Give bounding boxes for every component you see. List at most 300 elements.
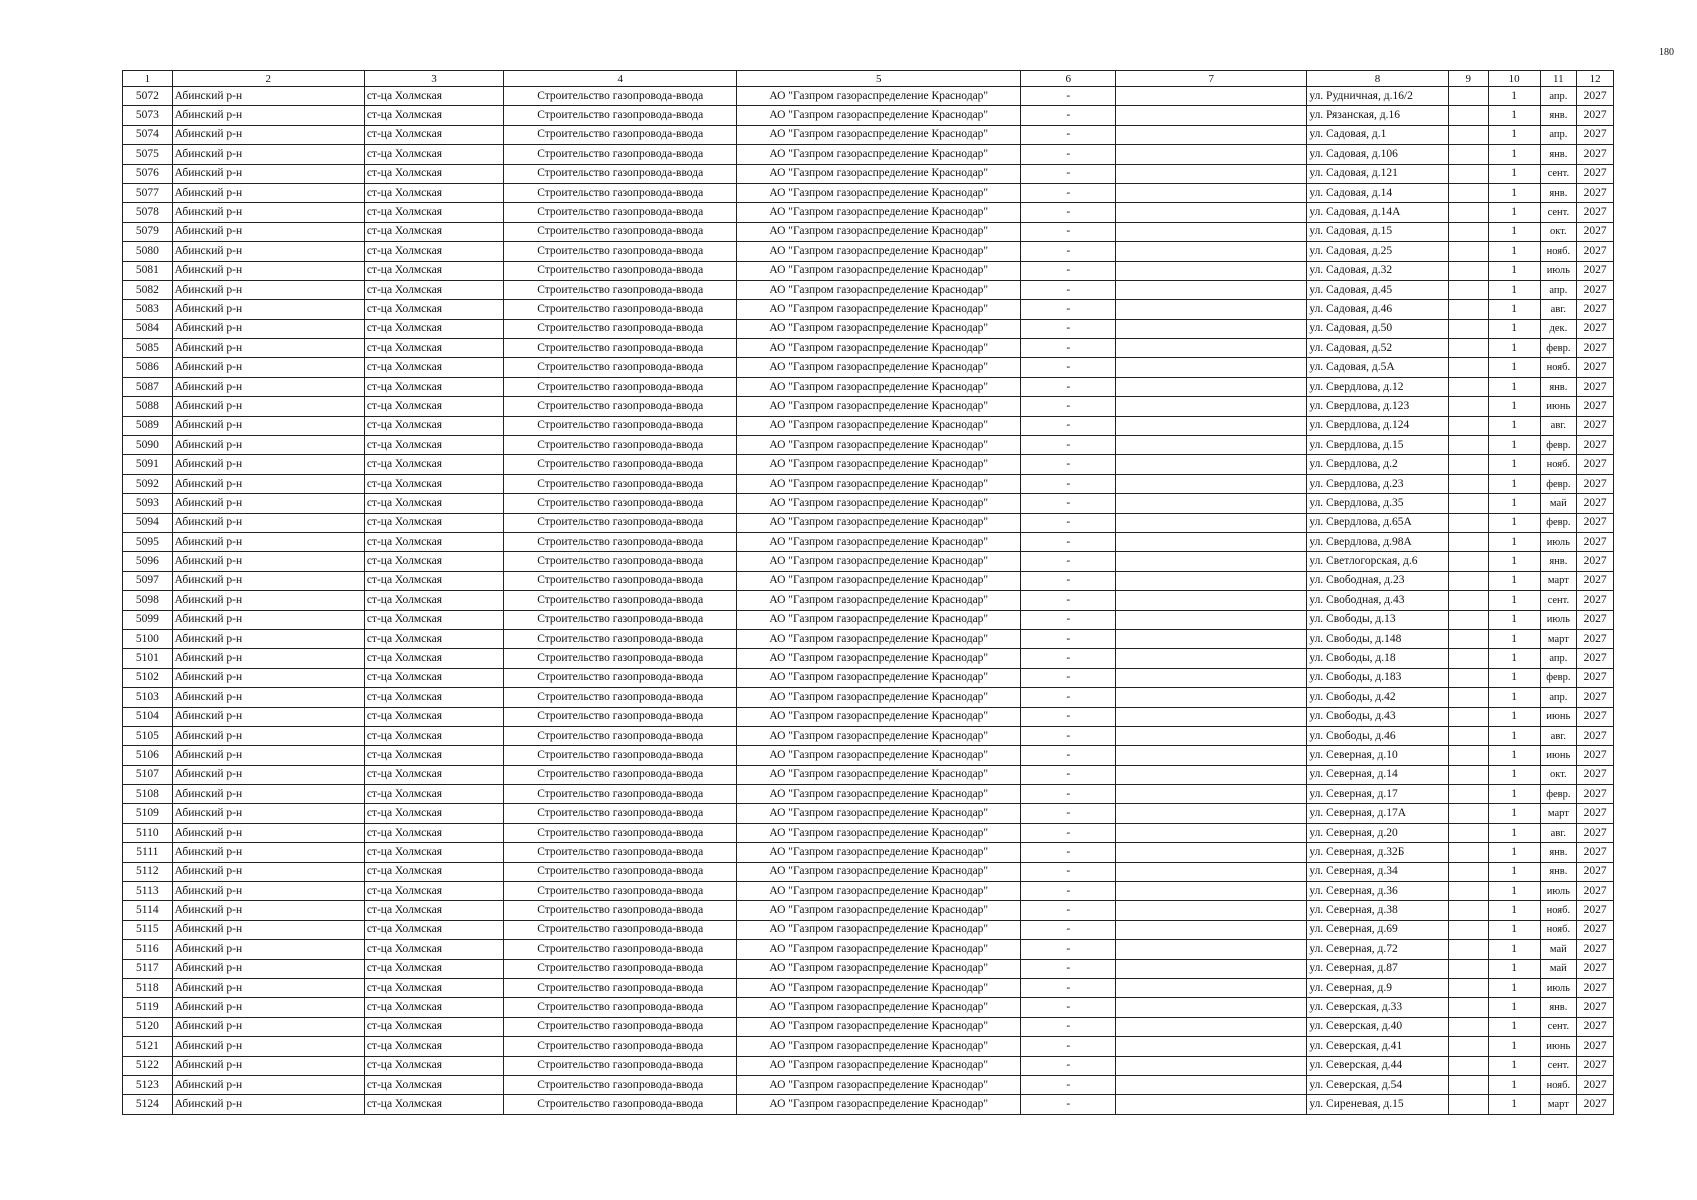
- column-9-cell: [1448, 552, 1488, 571]
- column-7-cell: [1116, 765, 1307, 784]
- row-number-cell: 5091: [123, 455, 173, 474]
- settlement-cell: ст-ца Холмская: [364, 804, 503, 823]
- address-cell: ул. Северская, д.40: [1307, 1017, 1448, 1036]
- quantity-cell: 1: [1488, 765, 1540, 784]
- quantity-cell: 1: [1488, 125, 1540, 144]
- month-cell: янв.: [1540, 183, 1577, 202]
- column-6-cell: -: [1021, 668, 1116, 687]
- year-cell: 2027: [1577, 474, 1614, 493]
- work-type-cell: Строительство газопровода-ввода: [504, 688, 737, 707]
- column-7-cell: [1116, 183, 1307, 202]
- table-row: [123, 125, 1614, 144]
- quantity-cell: 1: [1488, 688, 1540, 707]
- organization-cell: АО "Газпром газораспределение Краснодар": [737, 629, 1021, 648]
- table-row: [123, 455, 1614, 474]
- settlement-cell: ст-ца Холмская: [364, 1095, 503, 1114]
- column-7-cell: [1116, 901, 1307, 920]
- quantity-cell: 1: [1488, 513, 1540, 532]
- column-9-cell: [1448, 1037, 1488, 1056]
- work-type-cell: Строительство газопровода-ввода: [504, 726, 737, 745]
- address-cell: ул. Свердлова, д.12: [1307, 377, 1448, 396]
- district-cell: Абинский р-н: [172, 571, 364, 590]
- table-row: [123, 87, 1614, 106]
- quantity-cell: 1: [1488, 1017, 1540, 1036]
- settlement-cell: ст-ца Холмская: [364, 1017, 503, 1036]
- quantity-cell: 1: [1488, 998, 1540, 1017]
- district-cell: Абинский р-н: [172, 610, 364, 629]
- quantity-cell: 1: [1488, 707, 1540, 726]
- row-number-cell: 5092: [123, 474, 173, 493]
- column-6-cell: -: [1021, 843, 1116, 862]
- column-6-cell: -: [1021, 300, 1116, 319]
- address-cell: ул. Садовая, д.5А: [1307, 358, 1448, 377]
- settlement-cell: ст-ца Холмская: [364, 280, 503, 299]
- row-number-cell: 5109: [123, 804, 173, 823]
- month-cell: июль: [1540, 532, 1577, 551]
- month-cell: март: [1540, 1095, 1577, 1114]
- table-row: [123, 203, 1614, 222]
- work-type-cell: Строительство газопровода-ввода: [504, 300, 737, 319]
- table-row: [123, 552, 1614, 571]
- row-number-cell: 5110: [123, 823, 173, 842]
- month-cell: авг.: [1540, 416, 1577, 435]
- column-9-cell: [1448, 261, 1488, 280]
- column-7-cell: [1116, 339, 1307, 358]
- month-cell: сент.: [1540, 1056, 1577, 1075]
- month-cell: май: [1540, 940, 1577, 959]
- work-type-cell: Строительство газопровода-ввода: [504, 436, 737, 455]
- settlement-cell: ст-ца Холмская: [364, 164, 503, 183]
- column-7-cell: [1116, 552, 1307, 571]
- month-cell: апр.: [1540, 649, 1577, 668]
- column-7-cell: [1116, 1075, 1307, 1094]
- column-9-cell: [1448, 823, 1488, 842]
- table-row: [123, 513, 1614, 532]
- organization-cell: АО "Газпром газораспределение Краснодар": [737, 183, 1021, 202]
- organization-cell: АО "Газпром газораспределение Краснодар": [737, 1056, 1021, 1075]
- address-cell: ул. Садовая, д.50: [1307, 319, 1448, 338]
- month-cell: янв.: [1540, 843, 1577, 862]
- district-cell: Абинский р-н: [172, 552, 364, 571]
- settlement-cell: ст-ца Холмская: [364, 785, 503, 804]
- year-cell: 2027: [1577, 416, 1614, 435]
- work-type-cell: Строительство газопровода-ввода: [504, 242, 737, 261]
- column-9-cell: [1448, 746, 1488, 765]
- table-body: [123, 71, 1614, 1115]
- register-table: [122, 70, 1614, 1115]
- district-cell: Абинский р-н: [172, 940, 364, 959]
- row-number-cell: 5097: [123, 571, 173, 590]
- work-type-cell: Строительство газопровода-ввода: [504, 571, 737, 590]
- district-cell: Абинский р-н: [172, 823, 364, 842]
- column-9-cell: [1448, 397, 1488, 416]
- settlement-cell: ст-ца Холмская: [364, 688, 503, 707]
- month-cell: нояб.: [1540, 1075, 1577, 1094]
- row-number-cell: 5111: [123, 843, 173, 862]
- table-row: [123, 765, 1614, 784]
- table-row: [123, 649, 1614, 668]
- address-cell: ул. Рязанская, д.16: [1307, 106, 1448, 125]
- month-cell: май: [1540, 959, 1577, 978]
- work-type-cell: Строительство газопровода-ввода: [504, 416, 737, 435]
- organization-cell: АО "Газпром газораспределение Краснодар": [737, 416, 1021, 435]
- organization-cell: АО "Газпром газораспределение Краснодар": [737, 436, 1021, 455]
- district-cell: Абинский р-н: [172, 145, 364, 164]
- work-type-cell: Строительство газопровода-ввода: [504, 164, 737, 183]
- district-cell: Абинский р-н: [172, 1075, 364, 1094]
- district-cell: Абинский р-н: [172, 319, 364, 338]
- column-6-cell: -: [1021, 610, 1116, 629]
- row-number-cell: 5088: [123, 397, 173, 416]
- settlement-cell: ст-ца Холмская: [364, 513, 503, 532]
- row-number-cell: 5113: [123, 882, 173, 901]
- year-cell: 2027: [1577, 571, 1614, 590]
- column-7-cell: [1116, 823, 1307, 842]
- column-6-cell: -: [1021, 882, 1116, 901]
- month-cell: февр.: [1540, 668, 1577, 687]
- address-cell: ул. Северная, д.17: [1307, 785, 1448, 804]
- column-7-cell: [1116, 959, 1307, 978]
- year-cell: 2027: [1577, 668, 1614, 687]
- work-type-cell: Строительство газопровода-ввода: [504, 1017, 737, 1036]
- organization-cell: АО "Газпром газораспределение Краснодар": [737, 746, 1021, 765]
- column-6-cell: -: [1021, 804, 1116, 823]
- column-6-cell: -: [1021, 746, 1116, 765]
- table-row: [123, 397, 1614, 416]
- column-9-cell: [1448, 377, 1488, 396]
- column-9-cell: [1448, 532, 1488, 551]
- column-6-cell: -: [1021, 1095, 1116, 1114]
- column-7-cell: [1116, 513, 1307, 532]
- column-header-9: 9: [1448, 71, 1488, 87]
- district-cell: Абинский р-н: [172, 1095, 364, 1114]
- year-cell: 2027: [1577, 765, 1614, 784]
- work-type-cell: Строительство газопровода-ввода: [504, 920, 737, 939]
- column-7-cell: [1116, 377, 1307, 396]
- address-cell: ул. Свободы, д.183: [1307, 668, 1448, 687]
- quantity-cell: 1: [1488, 319, 1540, 338]
- address-cell: ул. Свободы, д.148: [1307, 629, 1448, 648]
- address-cell: ул. Свободная, д.23: [1307, 571, 1448, 590]
- district-cell: Абинский р-н: [172, 397, 364, 416]
- address-cell: ул. Северная, д.38: [1307, 901, 1448, 920]
- address-cell: ул. Северная, д.87: [1307, 959, 1448, 978]
- table-row: [123, 746, 1614, 765]
- year-cell: 2027: [1577, 300, 1614, 319]
- organization-cell: АО "Газпром газораспределение Краснодар": [737, 222, 1021, 241]
- settlement-cell: ст-ца Холмская: [364, 998, 503, 1017]
- work-type-cell: Строительство газопровода-ввода: [504, 87, 737, 106]
- address-cell: ул. Свободы, д.42: [1307, 688, 1448, 707]
- settlement-cell: ст-ца Холмская: [364, 494, 503, 513]
- district-cell: Абинский р-н: [172, 125, 364, 144]
- quantity-cell: 1: [1488, 862, 1540, 881]
- year-cell: 2027: [1577, 649, 1614, 668]
- column-6-cell: -: [1021, 959, 1116, 978]
- month-cell: март: [1540, 804, 1577, 823]
- row-number-cell: 5105: [123, 726, 173, 745]
- column-7-cell: [1116, 474, 1307, 493]
- organization-cell: АО "Газпром газораспределение Краснодар": [737, 474, 1021, 493]
- row-number-cell: 5093: [123, 494, 173, 513]
- column-9-cell: [1448, 998, 1488, 1017]
- quantity-cell: 1: [1488, 726, 1540, 745]
- column-9-cell: [1448, 222, 1488, 241]
- quantity-cell: 1: [1488, 261, 1540, 280]
- month-cell: апр.: [1540, 87, 1577, 106]
- settlement-cell: ст-ца Холмская: [364, 1037, 503, 1056]
- column-9-cell: [1448, 474, 1488, 493]
- work-type-cell: Строительство газопровода-ввода: [504, 1095, 737, 1114]
- organization-cell: АО "Газпром газораспределение Краснодар": [737, 513, 1021, 532]
- quantity-cell: 1: [1488, 87, 1540, 106]
- column-7-cell: [1116, 591, 1307, 610]
- quantity-cell: 1: [1488, 901, 1540, 920]
- quantity-cell: 1: [1488, 629, 1540, 648]
- column-6-cell: -: [1021, 649, 1116, 668]
- column-header-7: 7: [1116, 71, 1307, 87]
- organization-cell: АО "Газпром газораспределение Краснодар": [737, 591, 1021, 610]
- row-number-cell: 5102: [123, 668, 173, 687]
- month-cell: нояб.: [1540, 920, 1577, 939]
- quantity-cell: 1: [1488, 300, 1540, 319]
- work-type-cell: Строительство газопровода-ввода: [504, 261, 737, 280]
- table-row: [123, 436, 1614, 455]
- column-7-cell: [1116, 242, 1307, 261]
- organization-cell: АО "Газпром газораспределение Краснодар": [737, 106, 1021, 125]
- column-6-cell: -: [1021, 222, 1116, 241]
- column-9-cell: [1448, 106, 1488, 125]
- district-cell: Абинский р-н: [172, 882, 364, 901]
- settlement-cell: ст-ца Холмская: [364, 532, 503, 551]
- column-6-cell: -: [1021, 319, 1116, 338]
- column-9-cell: [1448, 649, 1488, 668]
- organization-cell: АО "Газпром газораспределение Краснодар": [737, 765, 1021, 784]
- column-6-cell: -: [1021, 765, 1116, 784]
- settlement-cell: ст-ца Холмская: [364, 300, 503, 319]
- year-cell: 2027: [1577, 532, 1614, 551]
- column-6-cell: -: [1021, 436, 1116, 455]
- row-number-cell: 5087: [123, 377, 173, 396]
- row-number-cell: 5114: [123, 901, 173, 920]
- column-6-cell: -: [1021, 920, 1116, 939]
- table-row: [123, 1037, 1614, 1056]
- district-cell: Абинский р-н: [172, 649, 364, 668]
- month-cell: янв.: [1540, 862, 1577, 881]
- settlement-cell: ст-ца Холмская: [364, 319, 503, 338]
- column-9-cell: [1448, 688, 1488, 707]
- month-cell: нояб.: [1540, 901, 1577, 920]
- quantity-cell: 1: [1488, 203, 1540, 222]
- district-cell: Абинский р-н: [172, 765, 364, 784]
- column-6-cell: -: [1021, 261, 1116, 280]
- table-row: [123, 416, 1614, 435]
- organization-cell: АО "Газпром газораспределение Краснодар": [737, 862, 1021, 881]
- row-number-cell: 5120: [123, 1017, 173, 1036]
- row-number-cell: 5084: [123, 319, 173, 338]
- column-9-cell: [1448, 707, 1488, 726]
- district-cell: Абинский р-н: [172, 377, 364, 396]
- work-type-cell: Строительство газопровода-ввода: [504, 455, 737, 474]
- column-7-cell: [1116, 920, 1307, 939]
- district-cell: Абинский р-н: [172, 164, 364, 183]
- year-cell: 2027: [1577, 319, 1614, 338]
- column-7-cell: [1116, 707, 1307, 726]
- settlement-cell: ст-ца Холмская: [364, 707, 503, 726]
- quantity-cell: 1: [1488, 804, 1540, 823]
- column-7-cell: [1116, 222, 1307, 241]
- work-type-cell: Строительство газопровода-ввода: [504, 823, 737, 842]
- year-cell: 2027: [1577, 901, 1614, 920]
- year-cell: 2027: [1577, 823, 1614, 842]
- settlement-cell: ст-ца Холмская: [364, 610, 503, 629]
- table-row: [123, 358, 1614, 377]
- address-cell: ул. Сиреневая, д.15: [1307, 1095, 1448, 1114]
- settlement-cell: ст-ца Холмская: [364, 746, 503, 765]
- work-type-cell: Строительство газопровода-ввода: [504, 203, 737, 222]
- column-header-5: 5: [737, 71, 1021, 87]
- year-cell: 2027: [1577, 978, 1614, 997]
- column-9-cell: [1448, 629, 1488, 648]
- year-cell: 2027: [1577, 940, 1614, 959]
- organization-cell: АО "Газпром газораспределение Краснодар": [737, 688, 1021, 707]
- column-header-3: 3: [364, 71, 503, 87]
- settlement-cell: ст-ца Холмская: [364, 823, 503, 842]
- month-cell: сент.: [1540, 164, 1577, 183]
- row-number-cell: 5080: [123, 242, 173, 261]
- quantity-cell: 1: [1488, 591, 1540, 610]
- organization-cell: АО "Газпром газораспределение Краснодар": [737, 940, 1021, 959]
- district-cell: Абинский р-н: [172, 222, 364, 241]
- table-row: [123, 300, 1614, 319]
- month-cell: апр.: [1540, 688, 1577, 707]
- table-row: [123, 882, 1614, 901]
- year-cell: 2027: [1577, 358, 1614, 377]
- column-7-cell: [1116, 998, 1307, 1017]
- table-row: [123, 474, 1614, 493]
- address-cell: ул. Светлогорская, д.6: [1307, 552, 1448, 571]
- organization-cell: АО "Газпром газораспределение Краснодар": [737, 339, 1021, 358]
- table-row: [123, 1017, 1614, 1036]
- settlement-cell: ст-ца Холмская: [364, 339, 503, 358]
- row-number-cell: 5107: [123, 765, 173, 784]
- column-6-cell: -: [1021, 629, 1116, 648]
- row-number-cell: 5094: [123, 513, 173, 532]
- month-cell: сент.: [1540, 1017, 1577, 1036]
- row-number-cell: 5106: [123, 746, 173, 765]
- column-7-cell: [1116, 785, 1307, 804]
- organization-cell: АО "Газпром газораспределение Краснодар": [737, 843, 1021, 862]
- settlement-cell: ст-ца Холмская: [364, 261, 503, 280]
- table-row: [123, 377, 1614, 396]
- row-number-cell: 5124: [123, 1095, 173, 1114]
- row-number-cell: 5108: [123, 785, 173, 804]
- settlement-cell: ст-ца Холмская: [364, 474, 503, 493]
- column-6-cell: -: [1021, 358, 1116, 377]
- quantity-cell: 1: [1488, 436, 1540, 455]
- quantity-cell: 1: [1488, 474, 1540, 493]
- quantity-cell: 1: [1488, 882, 1540, 901]
- work-type-cell: Строительство газопровода-ввода: [504, 183, 737, 202]
- settlement-cell: ст-ца Холмская: [364, 436, 503, 455]
- column-6-cell: -: [1021, 280, 1116, 299]
- row-number-cell: 5082: [123, 280, 173, 299]
- table-row: [123, 183, 1614, 202]
- row-number-cell: 5116: [123, 940, 173, 959]
- quantity-cell: 1: [1488, 785, 1540, 804]
- column-9-cell: [1448, 1075, 1488, 1094]
- work-type-cell: Строительство газопровода-ввода: [504, 862, 737, 881]
- row-number-cell: 5081: [123, 261, 173, 280]
- month-cell: янв.: [1540, 106, 1577, 125]
- column-7-cell: [1116, 203, 1307, 222]
- column-7-cell: [1116, 397, 1307, 416]
- column-9-cell: [1448, 726, 1488, 745]
- table-row: [123, 843, 1614, 862]
- row-number-cell: 5077: [123, 183, 173, 202]
- year-cell: 2027: [1577, 1056, 1614, 1075]
- column-7-cell: [1116, 804, 1307, 823]
- year-cell: 2027: [1577, 610, 1614, 629]
- row-number-cell: 5074: [123, 125, 173, 144]
- table-row: [123, 959, 1614, 978]
- column-9-cell: [1448, 610, 1488, 629]
- column-6-cell: -: [1021, 726, 1116, 745]
- work-type-cell: Строительство газопровода-ввода: [504, 746, 737, 765]
- month-cell: янв.: [1540, 377, 1577, 396]
- year-cell: 2027: [1577, 862, 1614, 881]
- work-type-cell: Строительство газопровода-ввода: [504, 610, 737, 629]
- column-7-cell: [1116, 436, 1307, 455]
- quantity-cell: 1: [1488, 106, 1540, 125]
- work-type-cell: Строительство газопровода-ввода: [504, 319, 737, 338]
- address-cell: ул. Свердлова, д.65А: [1307, 513, 1448, 532]
- year-cell: 2027: [1577, 1017, 1614, 1036]
- column-6-cell: -: [1021, 1017, 1116, 1036]
- year-cell: 2027: [1577, 998, 1614, 1017]
- address-cell: ул. Северная, д.36: [1307, 882, 1448, 901]
- settlement-cell: ст-ца Холмская: [364, 862, 503, 881]
- column-7-cell: [1116, 1056, 1307, 1075]
- table-row: [123, 339, 1614, 358]
- address-cell: ул. Северская, д.33: [1307, 998, 1448, 1017]
- row-number-cell: 5122: [123, 1056, 173, 1075]
- month-cell: февр.: [1540, 513, 1577, 532]
- district-cell: Абинский р-н: [172, 998, 364, 1017]
- district-cell: Абинский р-н: [172, 843, 364, 862]
- quantity-cell: 1: [1488, 668, 1540, 687]
- table-row: [123, 571, 1614, 590]
- district-cell: Абинский р-н: [172, 494, 364, 513]
- settlement-cell: ст-ца Холмская: [364, 242, 503, 261]
- year-cell: 2027: [1577, 843, 1614, 862]
- address-cell: ул. Садовая, д.52: [1307, 339, 1448, 358]
- year-cell: 2027: [1577, 455, 1614, 474]
- quantity-cell: 1: [1488, 242, 1540, 261]
- organization-cell: АО "Газпром газораспределение Краснодар": [737, 668, 1021, 687]
- column-6-cell: -: [1021, 164, 1116, 183]
- year-cell: 2027: [1577, 339, 1614, 358]
- settlement-cell: ст-ца Холмская: [364, 106, 503, 125]
- column-6-cell: -: [1021, 707, 1116, 726]
- table-row: [123, 280, 1614, 299]
- column-6-cell: -: [1021, 1037, 1116, 1056]
- table-row: [123, 629, 1614, 648]
- table-row: [123, 978, 1614, 997]
- column-9-cell: [1448, 203, 1488, 222]
- row-number-cell: 5073: [123, 106, 173, 125]
- district-cell: Абинский р-н: [172, 436, 364, 455]
